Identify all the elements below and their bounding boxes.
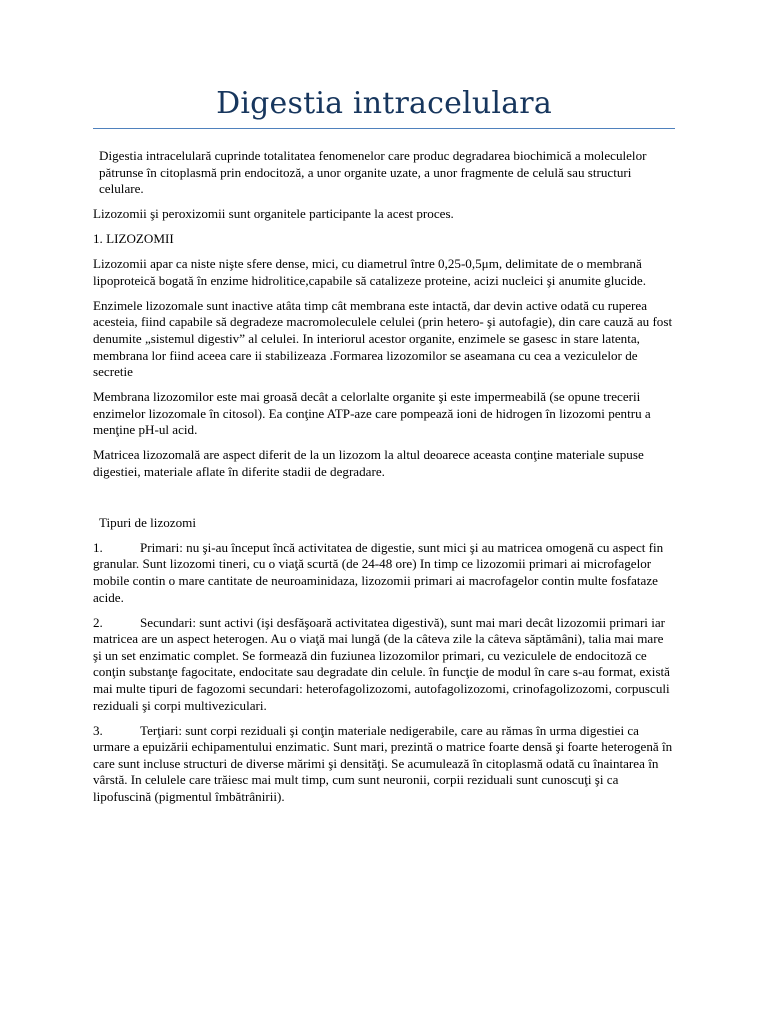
list-number: 2. xyxy=(93,614,103,630)
title-underline-divider xyxy=(93,128,675,129)
list-item-text: Secundari: sunt activi (işi desfăşoară activitatea digestivă), sunt mai mari decât lizozomii primari iar matricea are un aspect heterogen. Au o viaţă mai lungă (de la câteva zile la câteva săptămâni), talia mai mare şi un set enzimatic complet. Se formează din fuziunea lizozomilor primari, cu veziculele de endocitoză ce conţin substanţe fagocitate, endocitate sau degradate din celule. în funcţie de modul în care s-au format, există mai multe tipuri de fagozomi secundari: heterofagolizozomi, autofagolizozomi, crinofagolizozomi, corpusculi reziduali şi corpi multiveziculari. xyxy=(93,614,670,713)
page-title: Digestia intracelulara xyxy=(216,86,552,121)
list-item-primary xyxy=(93,540,675,606)
section-heading-lizozomii: 1. LIZOZOMII xyxy=(93,231,174,247)
list-item-text: Primari: nu şi-au început încă activitatea de digestie, sunt mici şi au matricea omogenă cu aspect fin granular. Sunt lizozomi tineri, cu o viaţă scurtă (de 24-48 ore) In timp ce lizozomii primari ai microfagelor mobile contin o mare cantitate de neuroaminidaza, lizozomii primari ai macrofagelor contin multe fosfataze acide. xyxy=(93,539,664,605)
blank-line xyxy=(93,489,675,515)
paragraph-lizozomi-description: Lizozomii apar ca niste nişte sfere dense, mici, cu diametrul între 0,25-0,5μm, delimitate de o membrană lipoproteică bogată în enzime hidrolitice,capabile să catalizeze proteine, acizi nucleici şi anumite glucide. xyxy=(93,256,646,288)
paragraph-enzymes: Enzimele lizozomale sunt inactive atâta timp cât membrana este intactă, dar devin active odată cu ruperea acesteia, fiind capabile să degradeze macromoleculele celulei (prin hetero- şi autofagie), din care cauză au fost denumite „sistemul digestiv” al celulei. In interiorul acestor organite, enzimele se gasesc in stare latenta, membrana lor fiind aceea care ii stabilizeaza .Formarea lizozomilor se aseamana cu cea a veziculelor de secretie xyxy=(93,297,673,380)
list-number: 3. xyxy=(93,722,103,738)
list-item-text: Terţiari: sunt corpi reziduali şi conţin materiale nedigerabile, care au rămas în urma digestiei ca urmare a epuizării echipamentului enzimatic. Sunt mari, prezintă o matrice foarte densă şi foarte heterogenă în care sunt incluse structuri de diverse mărimi şi densităţi. Se acumulează în citoplasmă odată cu înaintarea în vârstă. In celulele care trăiesc mai mult timp, cum sunt neuronii, corpii reziduali sunt cunoscuţi şi ca lipofuscină (pigmentul îmbătrânirii). xyxy=(93,722,673,804)
list-number: 1. xyxy=(93,539,103,555)
list-item-tertiary xyxy=(93,723,675,806)
paragraph-participants: Lizozomii şi peroxizomii sunt organitele participante la acest proces. xyxy=(93,206,454,222)
document-body xyxy=(93,148,675,814)
paragraph-membrane: Membrana lizozomilor este mai groasă decât a celorlalte organite şi este impermeabilă (se opune trecerii enzimelor lizozomale în citosol). Ea conţine ATP-aze care pompează ioni de hidrogen în lizozomi pentru a menţine pH-ul acid. xyxy=(93,389,651,438)
subheading-types: Tipuri de lizozomi xyxy=(99,514,196,530)
list-item-secondary xyxy=(93,615,675,715)
paragraph-intro: Digestia intracelulară cuprinde totalitatea fenomenelor care produc degradarea biochimică a moleculelor pătrunse în citoplasmă prin endocitoză, a unor organite uzate, a unor fragmente de celulă sau structuri celulare. xyxy=(99,148,647,197)
paragraph-matrix: Matricea lizozomală are aspect diferit de la un lizozom la altul deoarece aceasta conţine materiale supuse digestiei, materiale aflate în diferite stadii de degradare. xyxy=(93,447,644,479)
